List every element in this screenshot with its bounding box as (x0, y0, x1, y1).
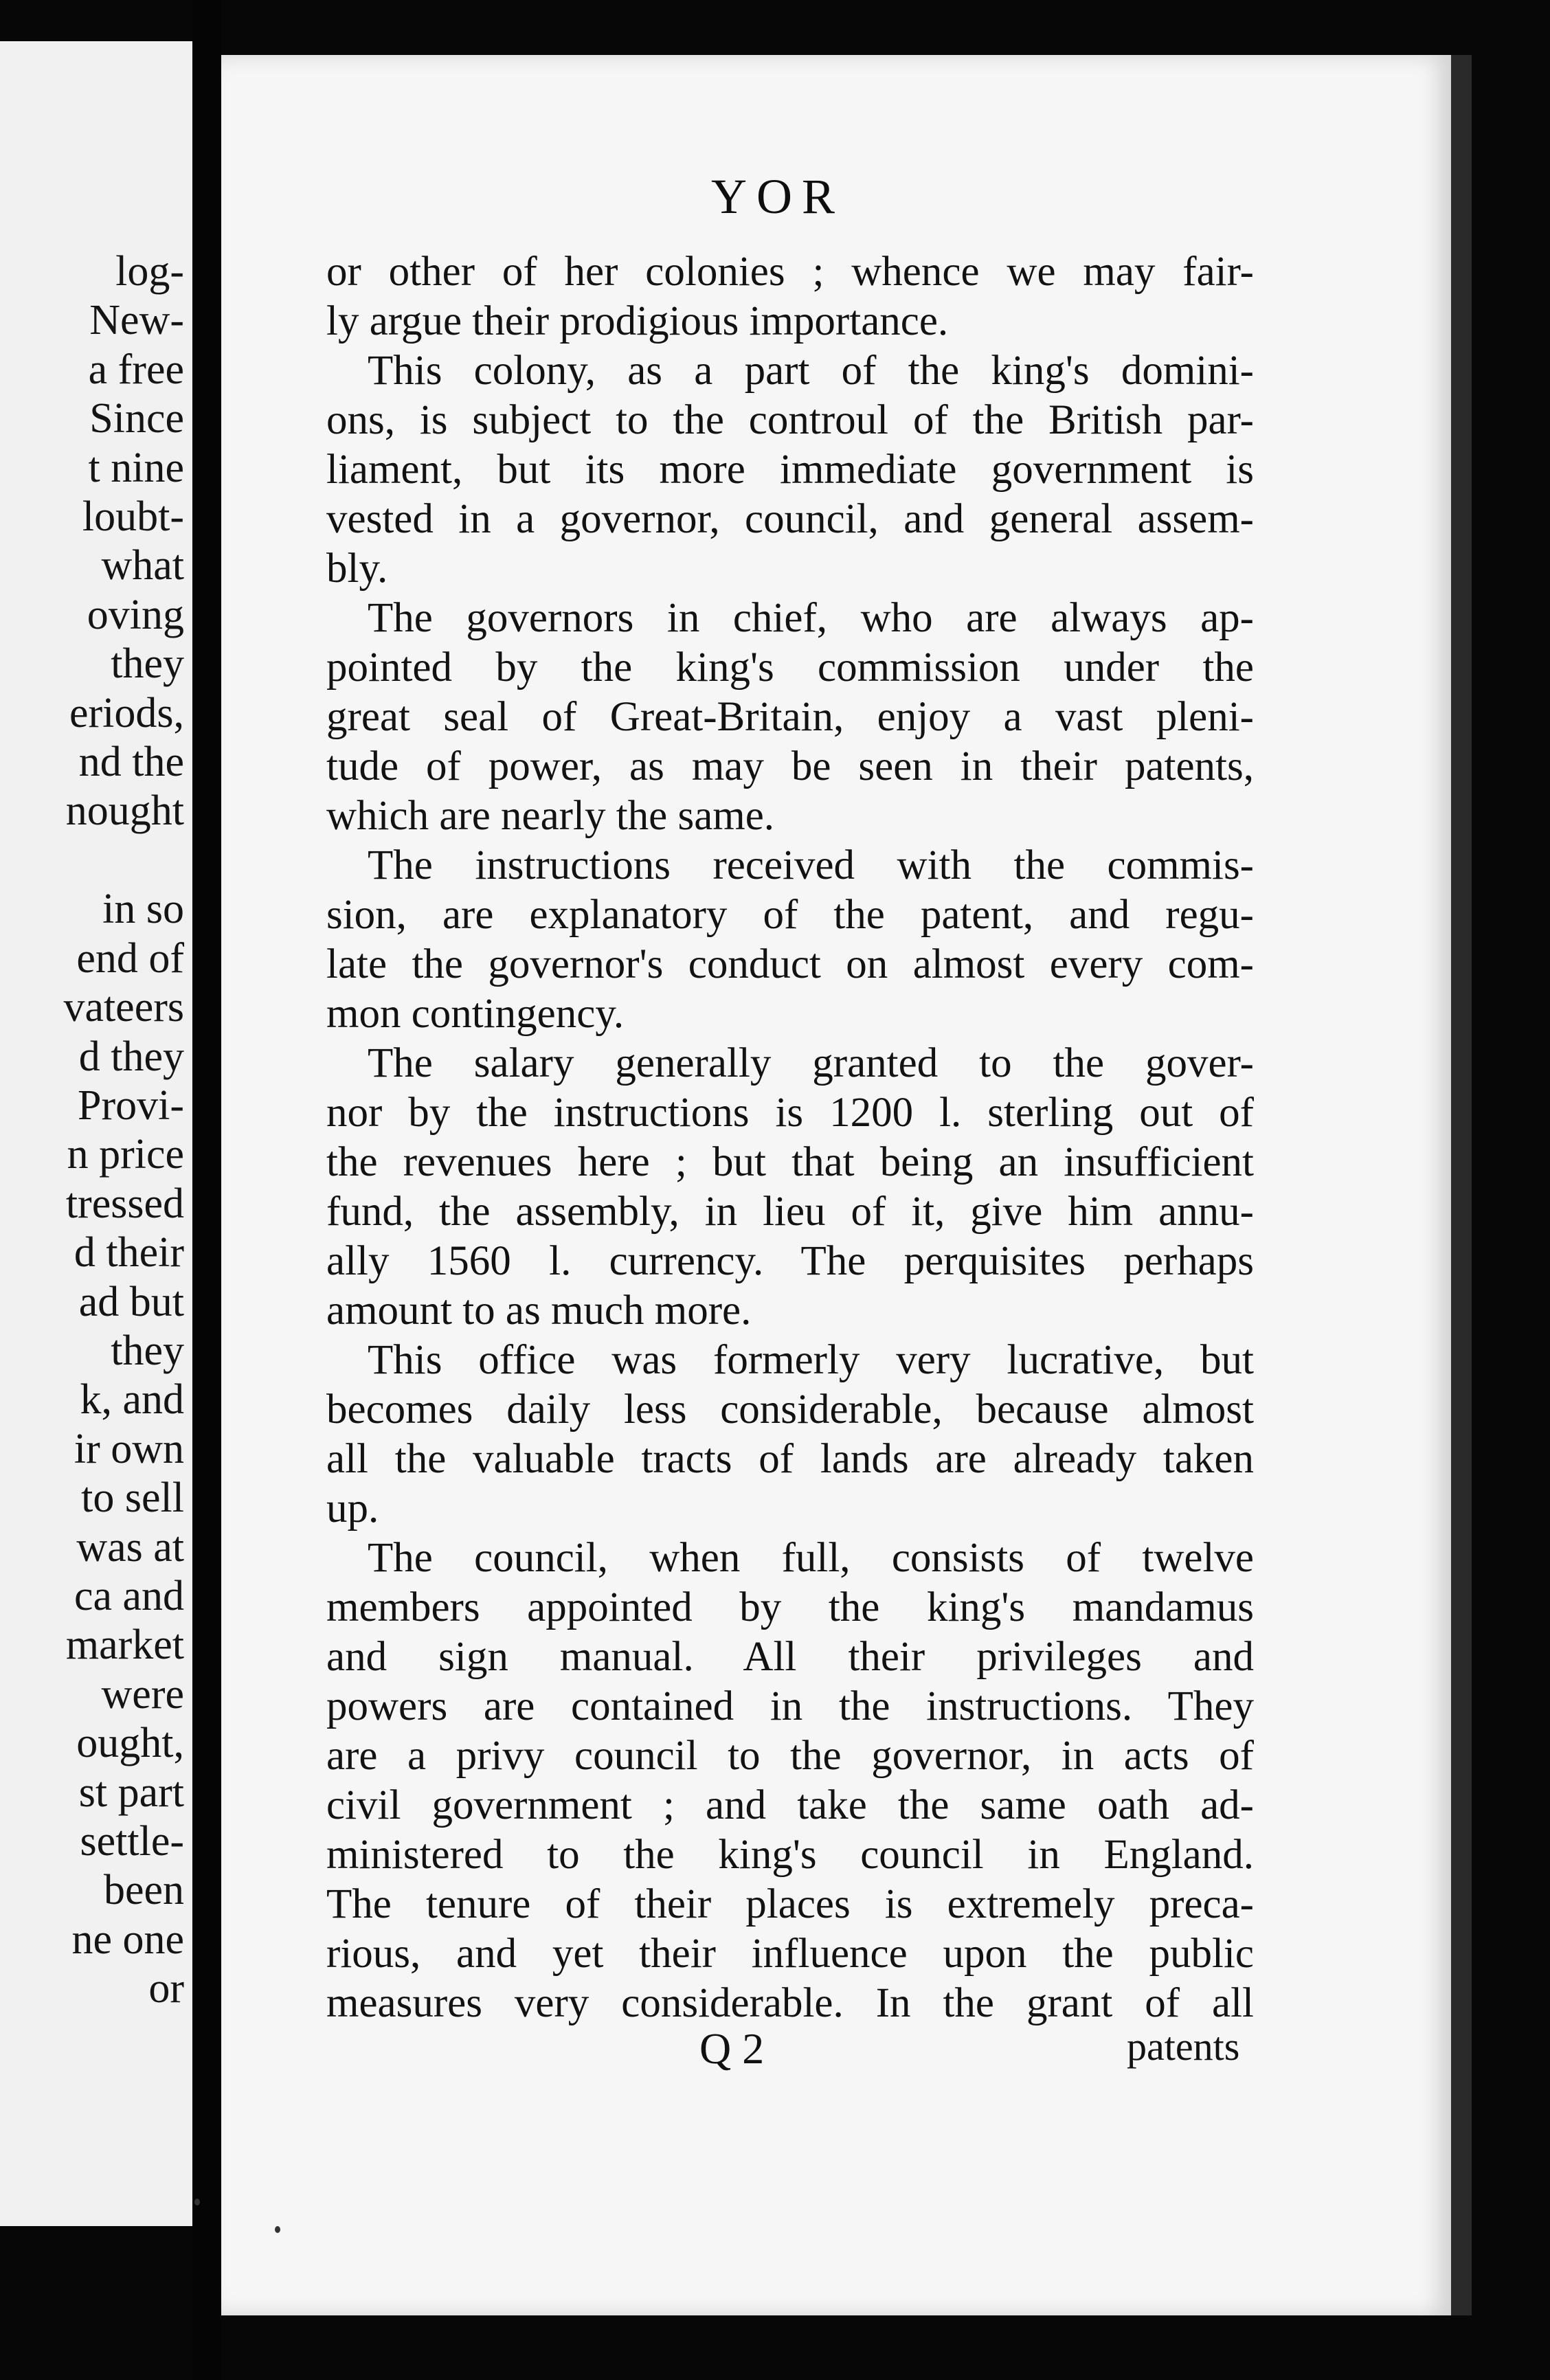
facing-page-line: ought, (76, 1720, 184, 1767)
facing-page-line: t nine (88, 444, 184, 491)
facing-page-line: they (111, 640, 184, 688)
text-line: liament, but its more immediate government is (326, 447, 1254, 493)
facing-page-line: tressed (65, 1180, 184, 1227)
text-line: powers are contained in the instructions. They (326, 1683, 1254, 1729)
facing-page-line: nd the (78, 739, 184, 786)
text-line: rious, and yet their influence upon the public (326, 1931, 1254, 1977)
facing-page-text (0, 247, 184, 2014)
facing-page-line: Provi- (78, 1081, 184, 1129)
signature-mark: Q 2 (699, 2024, 765, 2073)
text-line: This office was formerly very lucrative, but (368, 1337, 1254, 1383)
text-line: the revenues here ; but that being an insufficient (326, 1139, 1254, 1185)
facing-page-line (0, 836, 184, 885)
facing-page-line: n price (67, 1131, 184, 1178)
text-line: are a privy council to the governor, in acts of (326, 1733, 1254, 1779)
text-line: The salary generally granted to the gover- (368, 1040, 1254, 1086)
ink-speck (194, 2199, 200, 2205)
facing-page-line: or (148, 1965, 184, 2012)
body-text (326, 247, 1254, 2028)
text-line: becomes daily less considerable, because almost (326, 1387, 1254, 1433)
facing-page-line: vateers (63, 984, 184, 1031)
text-line: The instructions received with the commis- (368, 842, 1254, 888)
facing-page-line: in so (102, 886, 184, 933)
text-line: The council, when full, consists of twelve (368, 1535, 1254, 1581)
text-line: ally 1560 l. currency. The perquisites perhaps (326, 1238, 1254, 1284)
ink-speck (275, 2226, 280, 2233)
facing-page-line: to sell (81, 1474, 184, 1522)
text-line: bly. (326, 546, 388, 592)
text-line: The tenure of their places is extremely preca- (326, 1881, 1254, 1927)
facing-page-line: nought (65, 787, 184, 835)
facing-page-line: ca and (74, 1572, 184, 1619)
text-line: sion, are explanatory of the patent, and regu- (326, 892, 1254, 938)
page-edge (1451, 55, 1472, 2315)
text-line: measures very considerable. In the grant of all (326, 1980, 1254, 2026)
facing-page-line: st part (78, 1769, 184, 1816)
facing-page-line: a free (88, 346, 184, 393)
facing-page-line: they (111, 1327, 184, 1374)
text-line: ministered to the king's council in England. (326, 1832, 1254, 1878)
facing-page-line: oving (87, 591, 184, 638)
text-line: great seal of Great-Britain, enjoy a vast pleni- (326, 694, 1254, 740)
text-line: members appointed by the king's mandamus (326, 1584, 1254, 1630)
text-line: vested in a governor, council, and general assem- (326, 496, 1254, 542)
text-line: all the valuable tracts of lands are already taken (326, 1436, 1254, 1482)
facing-page-line: what (101, 542, 184, 590)
text-line: mon contingency. (326, 991, 625, 1037)
facing-page-line: k, and (80, 1376, 184, 1424)
facing-page-line: d their (74, 1229, 184, 1277)
text-line: ly argue their prodigious importance. (326, 298, 949, 344)
text-line: or other of her colonies ; whence we may fair- (326, 249, 1254, 295)
text-line: fund, the assembly, in lieu of it, give him annu- (326, 1189, 1254, 1235)
facing-page-line: ad but (78, 1278, 184, 1325)
facing-page-line: ir own (74, 1425, 184, 1472)
facing-page-line: ne one (71, 1916, 184, 1963)
facing-page-line: d they (78, 1033, 184, 1080)
facing-page-line: been (103, 1867, 184, 1914)
running-head: YOR (711, 169, 845, 224)
facing-page-line: end of (76, 934, 184, 982)
text-line: ons, is subject to the controul of the British par- (326, 397, 1254, 443)
facing-page-line: loubt- (82, 493, 184, 541)
text-line: tude of power, as may be seen in their patents, (326, 743, 1254, 789)
text-line: pointed by the king's commission under the (326, 644, 1254, 691)
facing-page-line: log- (115, 248, 184, 295)
facing-page-line: were (101, 1670, 184, 1718)
facing-page-line: market (65, 1621, 184, 1669)
text-line: and sign manual. All their privileges and (326, 1634, 1254, 1680)
facing-page-line: settle- (80, 1818, 184, 1865)
text-line: up. (326, 1485, 379, 1531)
facing-page-line: New- (89, 297, 184, 344)
text-line: civil government ; and take the same oath ad- (326, 1782, 1254, 1828)
text-line: amount to as much more. (326, 1288, 752, 1334)
text-line: This colony, as a part of the king's domini- (368, 348, 1254, 394)
text-line: which are nearly the same. (326, 793, 775, 839)
facing-page-line: Since (89, 395, 184, 442)
facing-page-line: eriods, (69, 689, 184, 737)
text-line: The governors in chief, who are always ap- (368, 595, 1254, 641)
book-gutter (192, 0, 221, 2380)
text-line: late the governor's conduct on almost every com- (326, 941, 1254, 987)
facing-page (0, 41, 192, 2226)
catchword: patents (1127, 2024, 1240, 2069)
text-line: nor by the instructions is 1200 l. sterling out of (326, 1090, 1254, 1136)
facing-page-line: was at (76, 1523, 184, 1571)
